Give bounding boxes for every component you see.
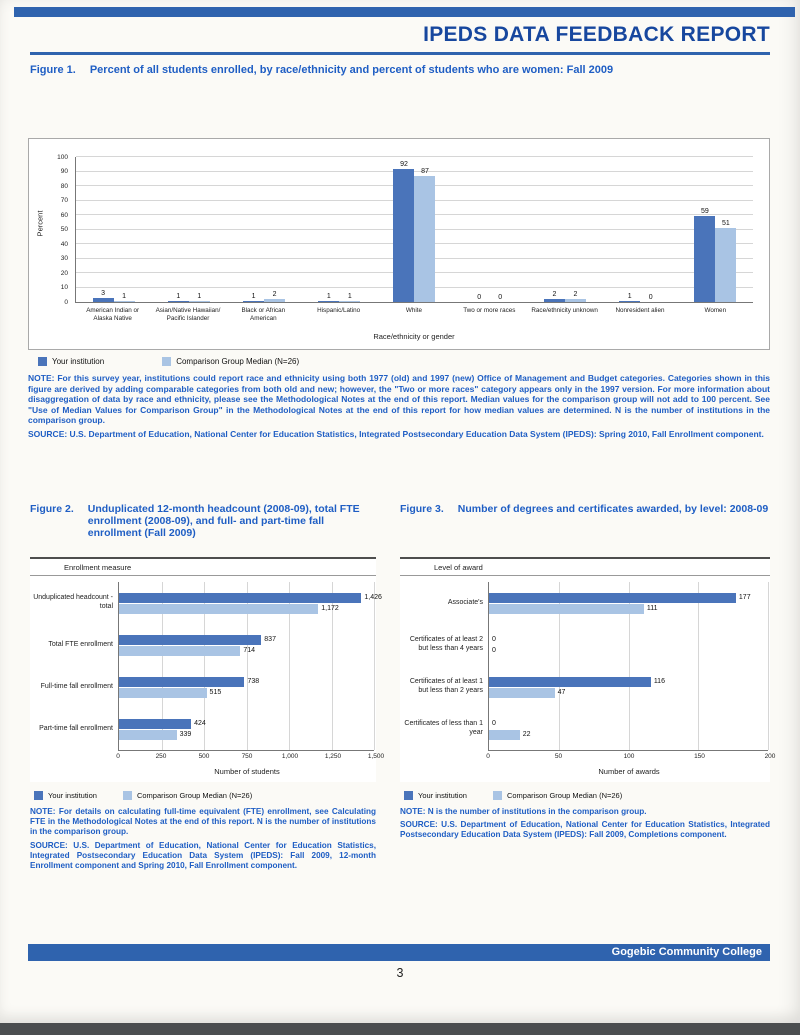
bar	[694, 216, 715, 302]
category-label: Certificates of less than 1 year	[404, 720, 483, 736]
bar-value-label: 92	[400, 160, 408, 168]
top-accent-bar	[14, 7, 795, 17]
bar-value-label: 1,426	[364, 594, 382, 601]
figure3-chart	[400, 557, 776, 782]
figure1-category-labels	[75, 307, 753, 323]
figure2-source: SOURCE: U.S. Department of Education, National Center for Education Statistics, Integrated Postsecondary Education Data System (IPEDS): Fall 2009, 12-month Enrollment component and Spring 2010, Fall Enrollment component.	[30, 840, 376, 870]
x-tick-label: 1,500	[367, 753, 385, 760]
bar	[489, 677, 651, 687]
legend-label-institution: Your institution	[418, 791, 467, 800]
bar-value-label: 339	[179, 731, 192, 738]
x-tick-label: 100	[623, 753, 635, 760]
category-label: Race/ethnicity unknown	[531, 307, 598, 314]
legend-swatch-institution-icon	[404, 791, 413, 800]
category-label: Hispanic/Latino	[317, 307, 361, 314]
x-tick-label: 1,000	[281, 753, 299, 760]
bar-value-label: 2	[272, 291, 277, 299]
x-tick-label: 1,250	[324, 753, 342, 760]
y-tick-label: 40	[60, 240, 68, 248]
bar-comparison	[489, 603, 768, 614]
figures-2-3-row	[30, 503, 776, 871]
figure1-chart	[28, 138, 770, 350]
bar	[168, 301, 189, 302]
bar-value-label: 1	[251, 292, 256, 300]
bar-group	[302, 157, 377, 302]
bar	[119, 604, 318, 614]
legend-item-institution	[404, 791, 467, 800]
bar-institution	[119, 718, 374, 729]
bar-comparison	[489, 729, 768, 740]
y-tick-label: 80	[60, 182, 68, 190]
category-label: American Indian or Alaska Native	[86, 307, 140, 323]
legend-label-comparison: Comparison Group Median (N=26)	[136, 791, 253, 800]
category-label: Certificates of at least 1 but less than 2 years	[409, 678, 483, 694]
x-tick-label: 200	[764, 753, 776, 760]
legend-label-institution: Your institution	[48, 791, 97, 800]
bar-group	[489, 666, 768, 708]
figure3-title	[400, 503, 770, 549]
bar	[489, 688, 555, 698]
bar-group	[119, 624, 374, 666]
legend-swatch-comparison-icon	[493, 791, 502, 800]
x-tick-label: 50	[554, 753, 563, 760]
y-tick-label: 20	[60, 269, 68, 277]
category-label: Associate's	[447, 598, 483, 606]
figure3-source: SOURCE: U.S. Department of Education, National Center for Education Statistics, Integrated Postsecondary Education Data System (IPEDS): Fall 2009, Completions component.	[400, 820, 770, 840]
bar-institution	[93, 290, 114, 302]
bar	[119, 593, 361, 603]
bar-comparison	[119, 687, 374, 698]
bar	[489, 593, 736, 603]
figure1-note: NOTE: For this survey year, institutions could report race and ethnicity using both 1977 (old) and 1997 (new) Office of Management and Budget categories. Categories shown in this figure are derived by adding comparable categories from both old and new; however, the "Two or more races" category appears only in the 1997 version. For more information about disaggregation of data by race and ethnicity, please see the Methodological Notes at the end of this report. Median values for the comparison group will not add to 100 percent. See "Use of Median Values for Comparison Group" in the Methodological Notes at the end of this report for how median values are determined. N is the number of institutions in the comparison group.	[28, 373, 770, 426]
bar	[544, 299, 565, 302]
y-tick-label: 70	[60, 197, 68, 204]
legend-swatch-comparison-icon	[123, 791, 132, 800]
bar-value-label: 738	[247, 678, 260, 685]
figure3-note: NOTE: N is the number of institutions in the comparison group.	[400, 807, 647, 816]
bar-value-label: 2	[552, 291, 557, 299]
bar-value-label: 837	[264, 636, 276, 643]
bar-value-label: 424	[194, 720, 206, 727]
bar-value-label: 1	[197, 292, 202, 300]
figure2-chart-body	[30, 582, 382, 751]
page-number: 3	[396, 966, 404, 980]
bar-value-label: 2	[573, 291, 578, 299]
report-header	[30, 23, 770, 55]
category-label: Two or more races	[463, 307, 516, 314]
x-tick-label: 250	[155, 753, 167, 760]
bar-institution	[119, 592, 382, 603]
bar-value-label: 116	[653, 678, 665, 685]
figure1-legend	[38, 357, 770, 366]
figure1-y-axis	[51, 153, 71, 306]
bar	[114, 301, 135, 302]
figure2-plot-wrap	[118, 582, 382, 751]
bar-comparison	[264, 291, 285, 302]
bar-comparison	[119, 603, 374, 614]
bar-group	[226, 157, 301, 302]
bar-value-label: 177	[738, 594, 751, 601]
category-label: Unduplicated headcount - total	[33, 594, 113, 610]
bar-value-label: 47	[557, 689, 566, 696]
figure1-section	[28, 64, 770, 439]
bar-group	[678, 157, 753, 302]
category-label: Certificates of at least 2 but less than 4 years	[409, 636, 483, 652]
bar-group	[119, 582, 382, 624]
institution-name: Gogebic Community College	[611, 946, 762, 958]
bar-group	[527, 157, 602, 302]
bar	[119, 719, 191, 729]
bar-comparison	[640, 294, 661, 302]
legend-label-comparison: Comparison Group Median (N=26)	[506, 791, 623, 800]
bar-institution	[119, 676, 374, 687]
x-tick-label: 0	[116, 753, 120, 760]
y-tick-label: 60	[60, 211, 68, 219]
title-rule	[30, 52, 770, 55]
category-label: Asian/Native Hawaiian/ Pacific Islander	[155, 307, 221, 323]
figure2-label: Figure 2.	[30, 503, 74, 515]
bar	[489, 730, 520, 740]
figure2-plot-area	[118, 582, 382, 751]
footer-bar	[28, 944, 770, 961]
bar-institution	[619, 293, 640, 302]
bar-comparison	[490, 294, 511, 302]
figure2-section	[30, 503, 385, 871]
figure1-source: SOURCE: U.S. Department of Education, National Center for Education Statistics, Integrated Postsecondary Education Data System (IPEDS): Spring 2010, Fall Enrollment component.	[28, 428, 764, 439]
bar-comparison	[565, 291, 586, 302]
y-tick-label: 50	[60, 226, 68, 233]
gridline	[374, 582, 375, 750]
figure1-caption: Percent of all students enrolled, by race/ethnicity and percent of students who are women: Fall 2009	[89, 64, 614, 76]
legend-item-institution	[34, 791, 97, 800]
bar	[489, 604, 644, 614]
bar-value-label: 0	[492, 636, 496, 643]
bar-value-label: 3	[101, 289, 106, 297]
bar-group	[489, 708, 768, 750]
category-label: Part-time fall enrollment	[39, 724, 113, 732]
bar-group	[489, 624, 768, 666]
bar	[339, 301, 360, 302]
y-tick-label: 0	[64, 298, 68, 306]
figure2-legend	[34, 791, 376, 800]
bar-institution	[694, 208, 715, 302]
y-tick-label: 90	[60, 168, 68, 175]
figure2-caption: Unduplicated 12-month headcount (2008-09), total FTE enrollment (2008-09), and full- and part-time fall enrollment (Fall 2009)	[87, 503, 360, 539]
bar-comparison	[119, 729, 374, 740]
bar-value-label: 1	[326, 292, 331, 300]
figure1-plot-area	[75, 157, 753, 303]
legend-label-comparison: Comparison Group Median (N=26)	[176, 357, 300, 366]
bar-value-label: 1	[122, 292, 127, 300]
legend-swatch-institution-icon	[34, 791, 43, 800]
bar-group	[603, 157, 678, 302]
y-tick-label: 10	[60, 284, 68, 291]
bar-value-label: 0	[477, 294, 482, 301]
figure3-x-axis	[486, 751, 776, 761]
figure3-x-axis-title: Number of awards	[598, 767, 660, 776]
bar	[119, 646, 240, 656]
figure2-x-axis-title: Number of students	[214, 767, 280, 776]
bar-institution	[489, 676, 768, 687]
figure2-x-axis	[116, 751, 385, 761]
bar-comparison	[119, 645, 374, 656]
bar-value-label: 51	[721, 220, 730, 228]
x-tick-label: 150	[694, 753, 705, 760]
category-label: Full-time fall enrollment	[40, 682, 113, 690]
x-tick-label: 750	[241, 753, 253, 760]
y-tick-label: 30	[60, 255, 68, 262]
category-label: Women	[704, 307, 727, 314]
category-label: Nonresident alien	[615, 307, 665, 314]
bar-value-label: 0	[492, 720, 496, 727]
bar-institution	[489, 718, 768, 729]
legend-swatch-comparison-icon	[162, 357, 171, 366]
bar	[119, 688, 207, 698]
bar-institution	[393, 161, 414, 302]
bar	[119, 730, 177, 740]
bar	[93, 298, 114, 302]
figure2-note: NOTE: For details on calculating full-time equivalent (FTE) enrollment, see Calculating FTE in the Methodological Notes at the end of this report. N is the number of institutions in the comparison group.	[30, 807, 376, 837]
figure2-measure-label: Enrollment measure	[30, 559, 376, 576]
bar-comparison	[715, 220, 736, 302]
bar-value-label: 515	[209, 689, 222, 696]
figure3-category-labels	[400, 582, 488, 751]
bar-value-label: 22	[522, 731, 531, 738]
figure3-legend	[404, 791, 770, 800]
bar-comparison	[189, 293, 210, 302]
legend-item-comparison	[123, 791, 252, 800]
bar-comparison	[339, 293, 360, 302]
category-label: Total FTE enrollment	[48, 640, 113, 648]
bar-comparison	[414, 168, 435, 302]
legend-item-comparison	[493, 791, 622, 800]
category-label: White	[405, 307, 423, 314]
legend-swatch-institution-icon	[38, 357, 47, 366]
figure2-title	[30, 503, 376, 549]
bar-group	[452, 157, 527, 302]
bar-value-label: 111	[646, 605, 658, 612]
figure1-label: Figure 1.	[30, 64, 76, 76]
bar-institution	[318, 293, 339, 302]
bar-value-label: 1	[347, 292, 352, 300]
bar-value-label: 0	[498, 294, 503, 301]
bar-value-label: 1	[627, 292, 632, 300]
legend-label-institution: Your institution	[52, 357, 105, 366]
y-tick-label: 100	[57, 153, 68, 161]
bar-institution	[168, 293, 189, 302]
x-tick-label: 0	[486, 753, 490, 760]
figure2-chart	[30, 557, 385, 782]
legend-item-institution	[38, 357, 104, 366]
bar-institution	[544, 291, 565, 302]
bar-value-label: 0	[648, 294, 653, 301]
bar	[119, 677, 244, 687]
figure3-plot-area	[488, 582, 768, 751]
bar	[264, 299, 285, 302]
bar-value-label: 0	[492, 647, 496, 654]
figure3-caption: Number of degrees and certificates awarded, by level: 2008-09	[457, 503, 769, 515]
figure1-y-axis-title: Percent	[35, 210, 45, 237]
legend-item-comparison	[162, 357, 299, 366]
bar-value-label: 87	[421, 167, 429, 175]
bar	[119, 635, 261, 645]
bar-comparison	[489, 687, 768, 698]
bar	[715, 228, 736, 302]
figure3-label: Figure 3.	[400, 503, 444, 515]
bar-group	[76, 157, 151, 302]
bar	[318, 301, 339, 302]
bar	[189, 301, 210, 302]
figure1-x-axis-title: Race/ethnicity or gender	[373, 332, 455, 341]
bar-comparison	[489, 645, 768, 656]
bar	[565, 299, 586, 302]
bar-value-label: 1	[176, 292, 181, 300]
figure2-category-labels	[30, 582, 118, 751]
bar-institution	[243, 293, 264, 302]
bar	[619, 301, 640, 302]
bar-group	[151, 157, 226, 302]
bar	[243, 301, 264, 302]
bar-value-label: 1,172	[321, 605, 339, 612]
figure1-title	[30, 64, 770, 76]
bar	[414, 176, 435, 302]
bar-group	[119, 666, 374, 708]
bar-group	[119, 708, 374, 750]
x-tick-label: 500	[198, 753, 210, 760]
figure3-measure-label: Level of award	[400, 559, 770, 576]
bar-institution	[119, 634, 374, 645]
figure3-section	[400, 503, 776, 871]
gridline	[768, 582, 769, 750]
figure3-chart-body	[400, 582, 770, 751]
bar-group	[489, 582, 768, 624]
bar-comparison	[114, 293, 135, 302]
bar-institution	[469, 294, 490, 302]
bar-institution	[489, 592, 768, 603]
bar-institution	[489, 634, 768, 645]
bar-group	[377, 157, 452, 302]
bar-value-label: 714	[243, 647, 256, 654]
figure3-plot-wrap	[488, 582, 770, 751]
category-label: Black or African American	[241, 307, 286, 323]
report-title: IPEDS DATA FEEDBACK REPORT	[423, 23, 770, 46]
bar-value-label: 59	[700, 208, 709, 216]
bar	[393, 169, 414, 302]
